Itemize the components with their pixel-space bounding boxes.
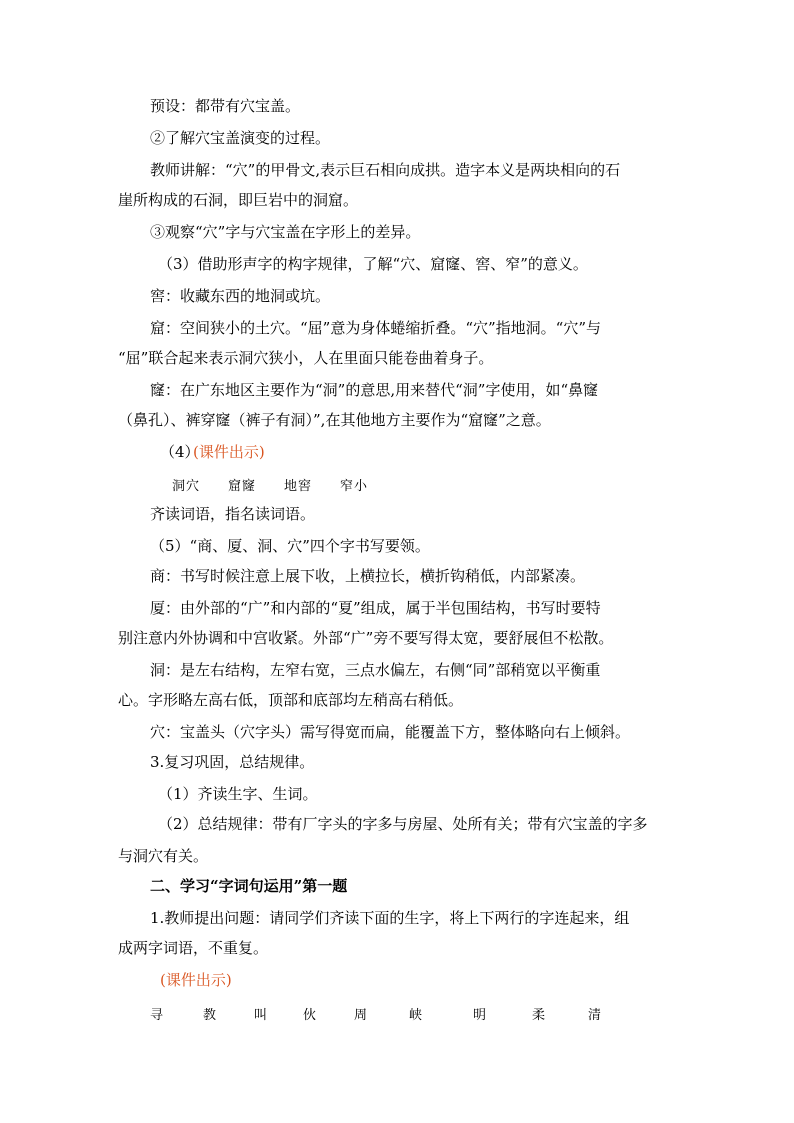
character: 清 xyxy=(588,1008,602,1023)
text-line: 洞：是左右结构，左窄右宽，三点水偏左，右侧“同”部稍宽以平衡重 xyxy=(150,661,601,679)
section-number: （4） xyxy=(160,443,200,461)
section-heading: 二、学习“字词句运用”第一题 xyxy=(150,877,348,895)
text-line: 教师讲解：“穴”的甲骨文,表示巨石相向成拱。造字本义是两块相向的石 xyxy=(150,161,621,179)
text-line: 别注意内外协调和中宫收紧。外部“广”旁不要写得太宽，要舒展但不松散。 xyxy=(118,629,614,647)
text-line: （鼻孔）、裤穿窿（裤子有洞）”,在其他地方主要作为“窟窿”之意。 xyxy=(118,411,551,429)
text-line: （2）总结规律：带有厂字头的字多与房屋、处所有关；带有穴宝盖的字多 xyxy=(158,815,648,833)
character: 周 xyxy=(354,1008,368,1023)
text-line: 厦：由外部的“广”和内部的“夏”组成，属于半包围结构，书写时要特 xyxy=(150,599,601,617)
courseware-label: (课件出示) xyxy=(193,443,265,461)
courseware-label: (课件出示) xyxy=(160,971,232,989)
text-line: 与洞穴有关。 xyxy=(118,847,209,865)
character: 教 xyxy=(203,1008,217,1023)
text-line: （3）借助形声字的构字规律，了解“穴、窟窿、窖、窄”的意义。 xyxy=(158,255,588,273)
text-line: 商：书写时候注意上展下收，上横拉长，横折钩稍低，内部紧凑。 xyxy=(150,567,586,585)
text-line: 穴：宝盖头（穴字头）需写得宽而扁，能覆盖下方，整体略向右上倾斜。 xyxy=(150,723,631,741)
text-line: ②了解穴宝盖演变的过程。 xyxy=(150,129,331,147)
text-line: 崖所构成的石洞，即巨岩中的洞窟。 xyxy=(118,191,359,209)
text-line: 1.教师提出问题：请同学们齐读下面的生字，将上下两行的字连起来，组 xyxy=(150,909,630,927)
text-line: ③观察“穴”字与穴宝盖在字形上的差异。 xyxy=(150,223,421,241)
text-line: 窖：收藏东西的地洞或坑。 xyxy=(150,287,331,305)
text-line: 3.复习巩固，总结规律。 xyxy=(150,753,315,771)
text-line: “屈”联合起来表示洞穴狭小，人在里面只能卷曲着身子。 xyxy=(118,349,494,367)
character-row xyxy=(0,1004,794,1024)
character: 峡 xyxy=(409,1008,423,1023)
character: 寻 xyxy=(150,1008,164,1023)
text-line: 预设：都带有穴宝盖。 xyxy=(150,97,301,115)
character: 柔 xyxy=(532,1008,546,1023)
text-line: 齐读词语，指名读词语。 xyxy=(150,505,316,523)
vocab-words: 洞穴 窟窿 地窖 窄小 xyxy=(172,479,369,494)
text-line: （5）“商、厦、洞、穴”四个字书写要领。 xyxy=(150,537,430,555)
text-line: （1）齐读生字、生词。 xyxy=(158,785,318,803)
text-line: 成两字词语，不重复。 xyxy=(118,939,269,957)
character: 叫 xyxy=(254,1008,268,1023)
text-line: 窟：空间狭小的土穴。“屈”意为身体蜷缩折叠。“穴”指地洞。“穴”与 xyxy=(150,319,602,337)
text-line: 窿：在广东地区主要作为“洞”的意思,用来替代“洞”字使用，如“鼻窿 xyxy=(150,381,599,399)
character: 伙 xyxy=(303,1008,317,1023)
character: 明 xyxy=(473,1008,487,1023)
text-line: 心。字形略左高右低，顶部和底部均左稍高右稍低。 xyxy=(118,691,464,709)
